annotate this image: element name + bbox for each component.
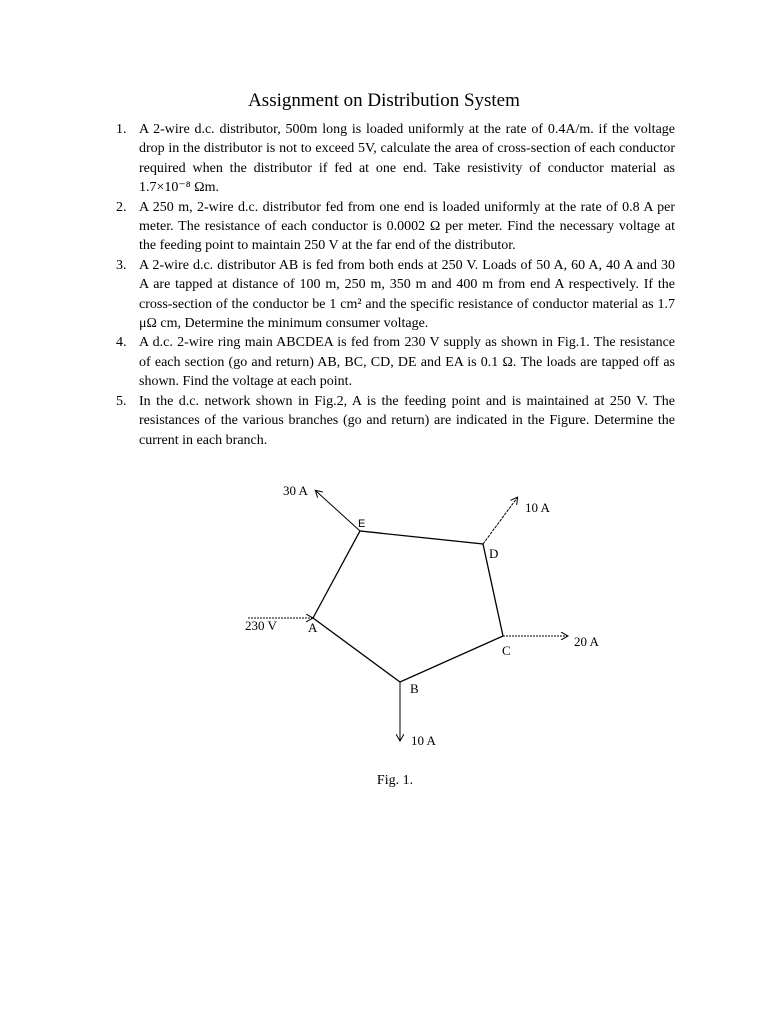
question-number: 4. (116, 335, 127, 351)
question-list (112, 120, 675, 450)
question-item (112, 333, 675, 391)
load-arrow-d (483, 498, 517, 544)
question-number: 5. (116, 393, 127, 409)
node-label-d: D (489, 546, 499, 561)
load-label-c: 20 A (574, 634, 599, 649)
load-arrow-e (316, 491, 360, 531)
load-label-e: 30 A (283, 483, 308, 498)
ring-main-figure (0, 470, 768, 800)
node-label-a: A (308, 620, 318, 635)
question-item (112, 198, 675, 256)
question-text: A 250 m, 2-wire d.c. distributor fed from one end is loaded uniformly at the rate of 0.8 A per meter. The resistance of each conductor is 0.0002 Ω per meter. Find the necessary voltage at the feeding point to maintain 250 V at the far end of the distributor. (139, 199, 675, 254)
figure-caption: Fig. 1. (376, 773, 414, 788)
question-item (112, 120, 675, 198)
question-number: 1. (116, 122, 127, 137)
question-number: 2. (116, 199, 127, 215)
question-item (112, 392, 675, 450)
ring-main-outline (313, 531, 503, 682)
question-text: A d.c. 2-wire ring main ABCDEA is fed from 230 V supply as shown in Fig.1. The resistance of each section (go and return) AB, BC, CD, DE and EA is 0.1 Ω. The loads are tapped off as shown. Find the voltage at each point. (139, 335, 675, 390)
page-title: Assignment on Distribution System (248, 90, 520, 111)
node-label-e: E (358, 518, 366, 530)
load-label-b: 10 A (411, 733, 436, 748)
question-item (112, 256, 675, 334)
load-label-d: 10 A (525, 500, 550, 515)
question-text: In the d.c. network shown in Fig.2, A is the feeding point and is maintained at 250 V. The resistances of the various branches (go and return) are indicated in the Figure. Determine the current in each branch. (139, 393, 675, 448)
ring-main-diagram (0, 470, 768, 770)
question-text: A 2-wire d.c. distributor AB is fed from both ends at 250 V. Loads of 50 A, 60 A, 40 A and 30 A are tapped at distance of 100 m, 250 m, 350 m and 400 m from end A respectively. If the cross-section of the conductor be 1 cm² and the specific resistance of conductor material as 1.7 μΩ cm, Determine the minimum consumer voltage. (139, 257, 675, 332)
supply-label: 230 V (245, 618, 277, 633)
node-label-b: B (410, 681, 419, 696)
question-number: 3. (116, 257, 127, 273)
node-label-c: C (502, 643, 511, 658)
question-text: A 2-wire d.c. distributor, 500m long is loaded uniformly at the rate of 0.4A/m. if the voltage drop in the distributor is not to exceed 5V, calculate the area of cross-section of each conductor required when the distributor if fed at one end. Take resistivity of conductor material as 1.7×10⁻⁸ Ωm. (139, 122, 675, 196)
